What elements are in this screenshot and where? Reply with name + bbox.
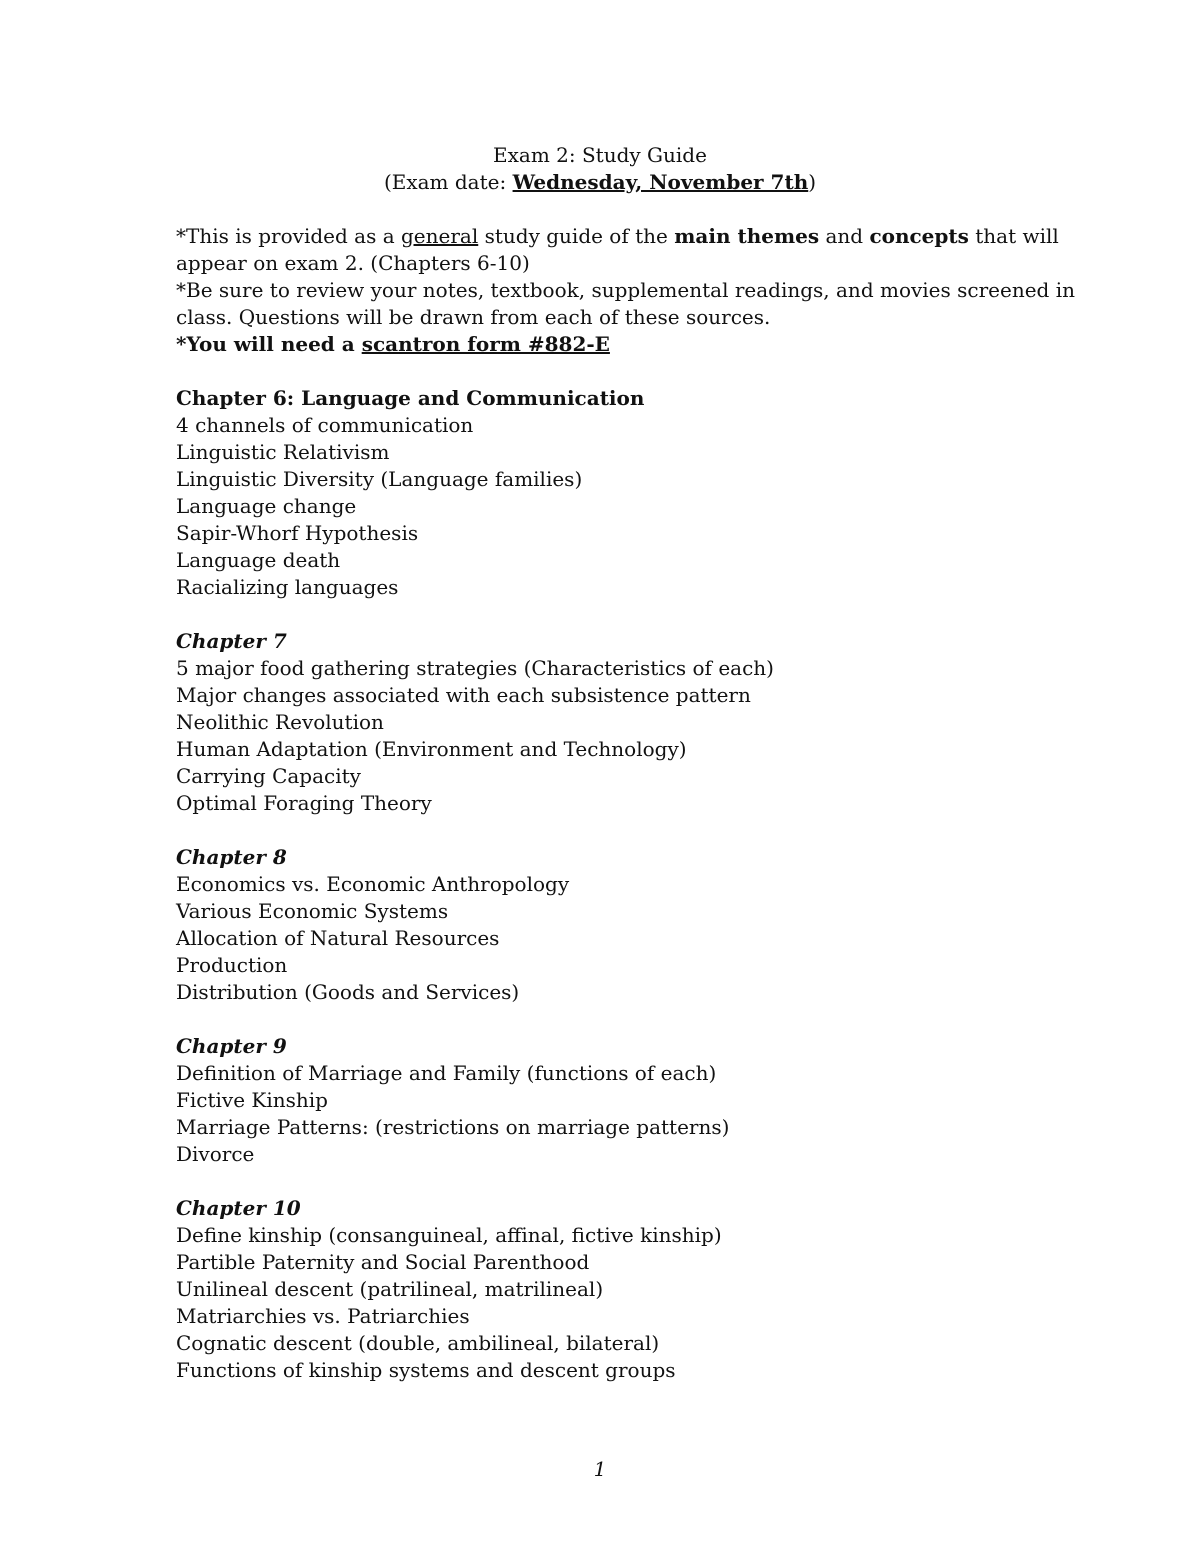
chapter-6-section <box>176 385 1036 601</box>
list-item: 5 major food gathering strategies (Characteristics of each) <box>176 656 774 680</box>
list-item: Marriage Patterns: (restrictions on marriage patterns) <box>176 1115 730 1139</box>
list-item: Distribution (Goods and Services) <box>176 980 520 1004</box>
intro-text: *This is provided as a <box>176 224 401 248</box>
spacer <box>176 358 1036 385</box>
list-item: 4 channels of communication <box>176 413 474 437</box>
list-item: Major changes associated with each subsistence pattern <box>176 683 751 707</box>
chapter-10-title: Chapter 10 <box>176 1196 301 1220</box>
list-item: Human Adaptation (Environment and Technology) <box>176 737 687 761</box>
list-item: Optimal Foraging Theory <box>176 791 432 815</box>
list-item: Definition of Marriage and Family (functions of each) <box>176 1061 717 1085</box>
intro-text: study guide of the <box>478 224 675 248</box>
list-item: Carrying Capacity <box>176 764 361 788</box>
intro-main-themes: main themes <box>674 224 820 248</box>
exam-date-line <box>0 169 1200 196</box>
intro-text: and <box>819 224 870 248</box>
intro-line-3: *Be sure to review your notes, textbook, supplemental readings, and movies screened in <box>176 278 1075 302</box>
chapter-8-title: Chapter 8 <box>176 845 287 869</box>
exam-date-suffix: ) <box>808 170 817 194</box>
intro-line-4: class. Questions will be drawn from each of these sources. <box>176 305 771 329</box>
document-title: Exam 2: Study Guide <box>493 143 707 167</box>
title-block <box>0 142 1200 196</box>
list-item: Sapir-Whorf Hypothesis <box>176 521 419 545</box>
intro-text: that will <box>968 224 1059 248</box>
list-item: Cognatic descent (double, ambilineal, bilateral) <box>176 1331 660 1355</box>
document-body <box>176 223 1075 1384</box>
list-item: Allocation of Natural Resources <box>176 926 500 950</box>
page-number: 1 <box>593 1457 607 1481</box>
spacer <box>176 1006 1036 1033</box>
list-item: Functions of kinship systems and descent groups <box>176 1358 676 1382</box>
intro-general: general <box>400 224 479 248</box>
exam-date-prefix: (Exam date: <box>383 170 513 194</box>
intro-concepts: concepts <box>869 224 969 248</box>
list-item: Neolithic Revolution <box>176 710 384 734</box>
list-item: Unilineal descent (patrilineal, matrilineal) <box>176 1277 604 1301</box>
list-item: Various Economic Systems <box>176 899 449 923</box>
chapter-8-section <box>176 844 1036 1006</box>
list-item: Define kinship (consanguineal, affinal, fictive kinship) <box>176 1223 722 1247</box>
list-item: Language change <box>176 494 357 518</box>
chapter-9-title: Chapter 9 <box>176 1034 287 1058</box>
chapter-10-section <box>176 1195 1036 1384</box>
spacer <box>176 601 1036 628</box>
list-item: Partible Paternity and Social Parenthood <box>176 1250 590 1274</box>
spacer <box>176 817 1036 844</box>
list-item: Matriarchies vs. Patriarchies <box>176 1304 470 1328</box>
chapter-7-section <box>176 628 1036 817</box>
list-item: Linguistic Diversity (Language families) <box>176 467 583 491</box>
list-item: Linguistic Relativism <box>176 440 390 464</box>
chapter-6-title: Chapter 6: Language and Communication <box>176 386 645 410</box>
chapter-9-section <box>176 1033 1036 1168</box>
intro-line-5 <box>176 331 1036 358</box>
scantron-form: scantron form #882-E <box>361 332 610 356</box>
list-item: Divorce <box>176 1142 255 1166</box>
chapter-7-title: Chapter 7 <box>176 629 287 653</box>
list-item: Production <box>176 953 288 977</box>
intro-line-1 <box>176 223 1059 250</box>
spacer <box>176 1168 1036 1195</box>
list-item: Language death <box>176 548 341 572</box>
list-item: Racializing languages <box>176 575 399 599</box>
intro-line-2: appear on exam 2. (Chapters 6-10) <box>176 251 530 275</box>
scantron-note: *You will need a <box>176 332 362 356</box>
list-item: Economics vs. Economic Anthropology <box>176 872 570 896</box>
exam-date-value: Wednesday, November 7th <box>512 170 809 194</box>
list-item: Fictive Kinship <box>176 1088 328 1112</box>
